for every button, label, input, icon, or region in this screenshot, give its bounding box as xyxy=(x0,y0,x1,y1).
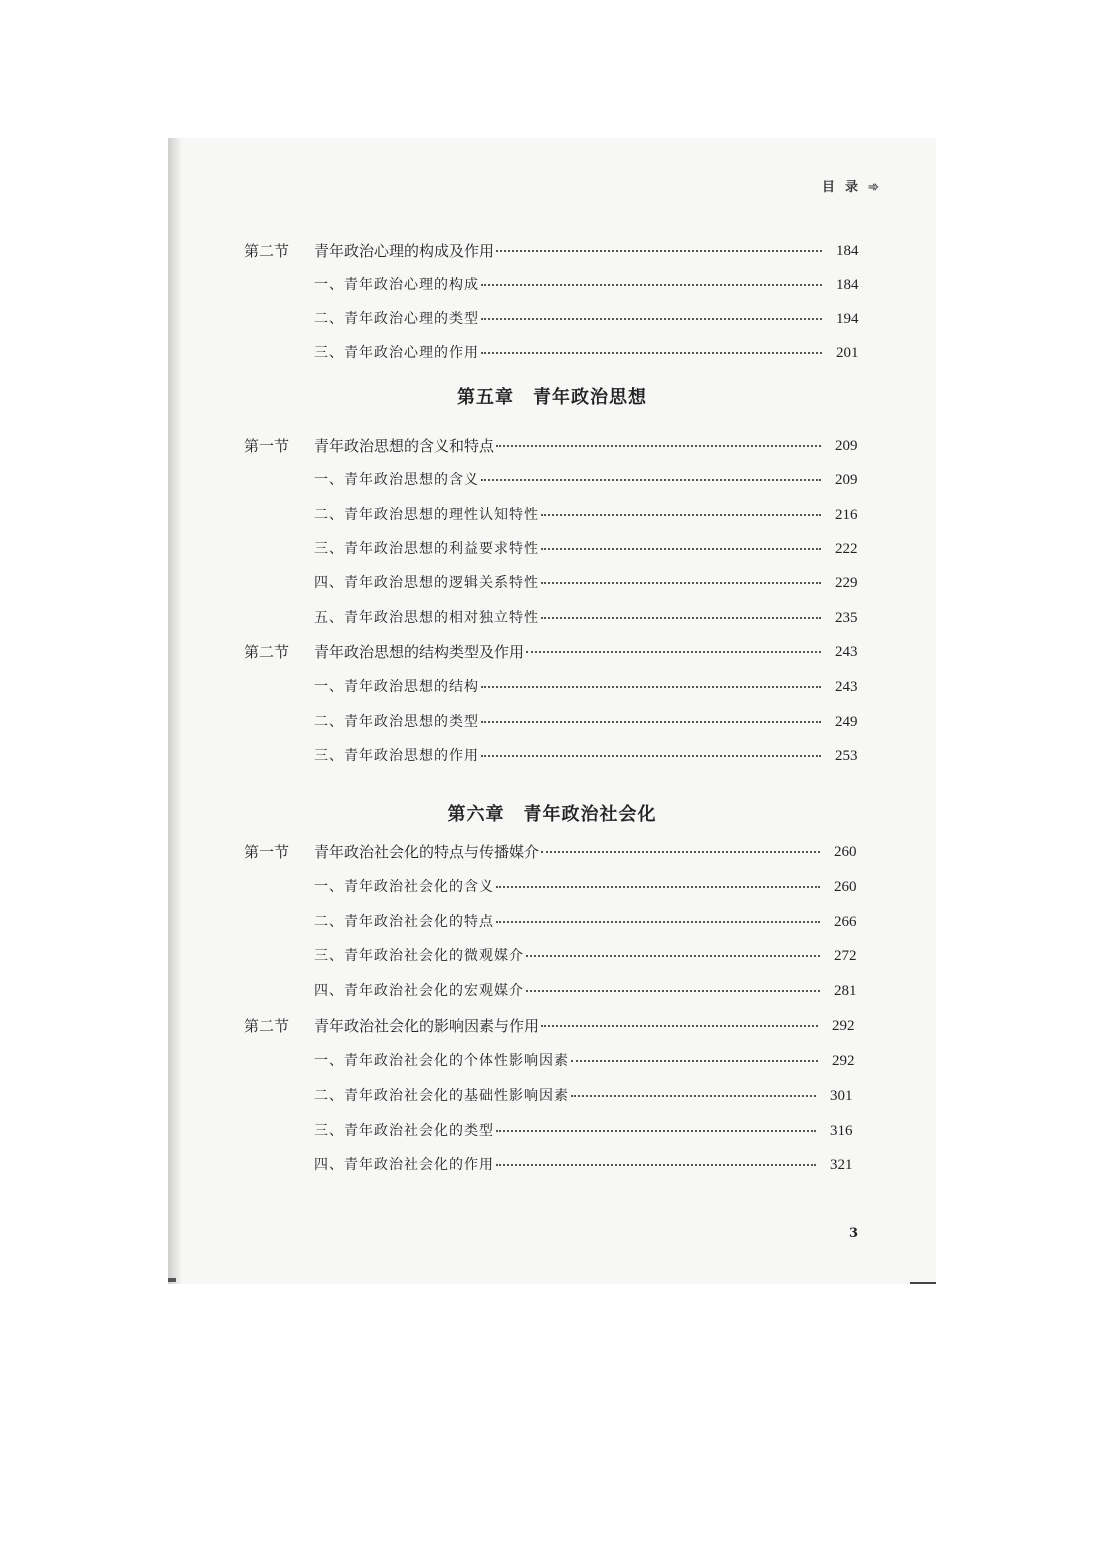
section-title: 青年政治心理的构成及作用 xyxy=(314,242,495,260)
toc-item-row[interactable] xyxy=(244,467,864,493)
item-title: 二、青年政治社会化的基础性影响因素 xyxy=(314,1088,569,1104)
toc-item-row[interactable] xyxy=(244,1048,864,1074)
item-title: 五、青年政治思想的相对独立特性 xyxy=(314,610,539,626)
section-number: 第二节 xyxy=(244,1017,290,1035)
toc-page-number: 272 xyxy=(834,948,857,964)
toc-item-row[interactable] xyxy=(244,943,864,969)
leader-dots xyxy=(541,510,821,516)
toc-page-number: 292 xyxy=(832,1018,855,1034)
toc-page-number: 184 xyxy=(836,243,859,259)
toc-page-number: 301 xyxy=(830,1088,853,1104)
toc-item-row[interactable] xyxy=(244,340,864,366)
item-title: 三、青年政治思想的利益要求特性 xyxy=(314,541,539,557)
leader-dots xyxy=(496,917,820,923)
section-number: 第一节 xyxy=(244,437,290,455)
toc-item-row[interactable] xyxy=(244,978,864,1004)
item-title: 三、青年政治社会化的微观媒介 xyxy=(314,948,524,964)
leader-dots xyxy=(541,544,821,550)
item-title: 一、青年政治思想的结构 xyxy=(314,679,479,695)
item-title: 三、青年政治心理的作用 xyxy=(314,345,479,361)
arrow-icon: ➾ xyxy=(868,180,879,195)
toc-item-row[interactable] xyxy=(244,1118,864,1144)
leader-dots xyxy=(496,882,820,888)
toc-section-row[interactable] xyxy=(244,1013,864,1039)
toc-section-row[interactable] xyxy=(244,433,864,459)
toc-page-number: 253 xyxy=(835,748,858,764)
toc-page-number: 292 xyxy=(832,1053,855,1069)
section-number: 第一节 xyxy=(244,843,290,861)
leader-dots xyxy=(541,613,821,619)
item-title: 二、青年政治思想的类型 xyxy=(314,714,479,730)
toc-page-number: 216 xyxy=(835,507,858,523)
leader-dots xyxy=(481,682,821,688)
item-title: 四、青年政治社会化的作用 xyxy=(314,1157,494,1173)
toc-item-row[interactable] xyxy=(244,605,864,631)
leader-dots xyxy=(496,1126,816,1132)
item-title: 二、青年政治社会化的特点 xyxy=(314,914,494,930)
section-title: 青年政治社会化的特点与传播媒介 xyxy=(314,843,540,861)
running-header xyxy=(822,176,879,195)
toc-section-row[interactable] xyxy=(244,639,864,665)
section-number: 第二节 xyxy=(244,242,290,260)
toc-item-row[interactable] xyxy=(244,536,864,562)
toc-item-row[interactable] xyxy=(244,570,864,596)
leader-dots xyxy=(541,578,821,584)
toc-item-row[interactable] xyxy=(244,909,864,935)
leader-dots xyxy=(481,314,822,320)
toc-item-row[interactable] xyxy=(244,674,864,700)
leader-dots xyxy=(541,1021,818,1027)
item-title: 一、青年政治社会化的个体性影响因素 xyxy=(314,1053,569,1069)
leader-dots xyxy=(541,847,820,853)
toc-item-row[interactable] xyxy=(244,502,864,528)
toc-item-row[interactable] xyxy=(244,743,864,769)
toc-page-number: 243 xyxy=(835,644,858,660)
toc-page-number: 321 xyxy=(830,1157,853,1173)
toc-section-row[interactable] xyxy=(244,238,864,264)
toc-page-number: 249 xyxy=(835,714,858,730)
page-number: 3 xyxy=(849,1226,859,1241)
section-title: 青年政治社会化的影响因素与作用 xyxy=(314,1017,540,1035)
toc-page-number: 209 xyxy=(835,438,858,454)
toc-item-row[interactable] xyxy=(244,874,864,900)
leader-dots xyxy=(526,986,820,992)
toc-page-number: 209 xyxy=(835,472,858,488)
leader-dots xyxy=(496,441,821,447)
chapter-heading: 第六章 青年政治社会化 xyxy=(447,804,657,825)
toc-page-number: 235 xyxy=(835,610,858,626)
leader-dots xyxy=(526,647,821,653)
toc-item-row[interactable] xyxy=(244,709,864,735)
section-number: 第二节 xyxy=(244,643,290,661)
leader-dots xyxy=(481,280,822,286)
toc-item-row[interactable] xyxy=(244,306,864,332)
toc-page-number: 184 xyxy=(836,277,859,293)
running-header-label: 目录 xyxy=(822,180,869,195)
toc-page-number: 281 xyxy=(834,983,857,999)
leader-dots xyxy=(481,475,821,481)
chapter-heading: 第五章 青年政治思想 xyxy=(457,387,647,408)
item-title: 一、青年政治思想的含义 xyxy=(314,472,479,488)
item-title: 四、青年政治思想的逻辑关系特性 xyxy=(314,575,539,591)
toc-page-number: 266 xyxy=(834,914,857,930)
item-title: 一、青年政治社会化的含义 xyxy=(314,879,494,895)
section-title: 青年政治思想的结构类型及作用 xyxy=(314,643,525,661)
leader-dots xyxy=(496,246,822,252)
leader-dots xyxy=(571,1091,816,1097)
toc-item-row[interactable] xyxy=(244,1152,864,1178)
toc-page-number: 222 xyxy=(835,541,858,557)
toc-page-number: 243 xyxy=(835,679,858,695)
crop-mark xyxy=(168,1278,176,1282)
item-title: 四、青年政治社会化的宏观媒介 xyxy=(314,983,524,999)
toc-page-number: 201 xyxy=(836,345,859,361)
toc-page-number: 229 xyxy=(835,575,858,591)
leader-dots xyxy=(481,348,822,354)
toc-page-number: 260 xyxy=(834,844,857,860)
toc-item-row[interactable] xyxy=(244,272,864,298)
leader-dots xyxy=(526,951,820,957)
section-title: 青年政治思想的含义和特点 xyxy=(314,437,495,455)
toc-page-number: 194 xyxy=(836,311,859,327)
item-title: 一、青年政治心理的构成 xyxy=(314,277,479,293)
toc-page-number: 260 xyxy=(834,879,857,895)
item-title: 二、青年政治心理的类型 xyxy=(314,311,479,327)
item-title: 三、青年政治社会化的类型 xyxy=(314,1123,494,1139)
book-spine-shadow xyxy=(168,138,182,1284)
leader-dots xyxy=(496,1160,816,1166)
toc-page-number: 316 xyxy=(830,1123,853,1139)
leader-dots xyxy=(481,751,821,757)
toc-item-row[interactable] xyxy=(244,1083,864,1109)
item-title: 二、青年政治思想的理性认知特性 xyxy=(314,507,539,523)
book-page xyxy=(168,138,936,1284)
crop-mark xyxy=(910,1282,936,1284)
leader-dots xyxy=(571,1056,818,1062)
leader-dots xyxy=(481,717,821,723)
toc-section-row[interactable] xyxy=(244,839,864,865)
item-title: 三、青年政治思想的作用 xyxy=(314,748,479,764)
